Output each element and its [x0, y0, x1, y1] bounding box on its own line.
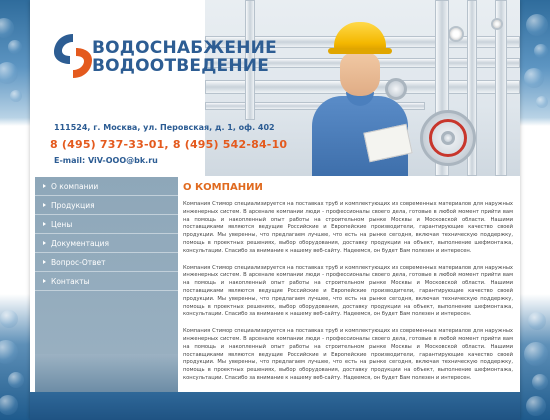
- arrow-right-icon: [43, 203, 46, 207]
- sidebar-item-products[interactable]: [35, 196, 178, 215]
- arrow-right-icon: [43, 279, 46, 283]
- sidebar-menu: [35, 177, 178, 392]
- page-title: О КОМПАНИИ: [183, 182, 263, 193]
- sidebar-item-label: Контакты: [51, 276, 90, 286]
- email-text: E-mail: ViV-OOO@bk.ru: [54, 156, 158, 165]
- sidebar-item-label: Вопрос-Ответ: [51, 257, 106, 267]
- content-paragraph: Компания Стимор специализируется на поставках труб и комплектующих из современных материалов для наружных инженерных систем. В арсенале компании люди - профессионалы своего дела, готовые в любой момент прийти вам на помощь и накопленный опыт работы на строительном рынке Москвы и Московской области. Нашими поставщиками являются ведущие Российские и Европейские производители, гарантирующие качество своей продукции. Мы уверенны, что предлагаем лучшее, что есть на рынке сегодня, включая техническую поддержку, помощь в проектных решениях, выбор оборудования, доставку продукции на объект, выполнение шефмонтажа, консультации. Спасибо за внимание к нашему веб-сайту. Надеемся, он будет Вам полезен и интересен.: [183, 328, 513, 381]
- sidebar-item-label: Документация: [51, 238, 110, 248]
- arrow-right-icon: [43, 222, 46, 226]
- engineer-photo: [310, 20, 410, 176]
- arrow-right-icon: [43, 241, 46, 245]
- sidebar-item-documentation[interactable]: [35, 234, 178, 253]
- phone-numbers: 8 (495) 737-33-01, 8 (495) 542-84-10: [50, 138, 288, 151]
- address-text: 111524, г. Москва, ул. Перовская, д. 1, оф. 402: [54, 123, 275, 132]
- sidebar-item-label: Цены: [51, 219, 73, 229]
- header: [30, 0, 520, 176]
- sidebar-item-label: Продукция: [51, 200, 95, 210]
- sidebar-item-faq[interactable]: [35, 253, 178, 272]
- main-content: [183, 182, 513, 392]
- logo-subtitle: ВОДООТВЕДЕНИЕ: [92, 56, 270, 76]
- company-logo-icon: [50, 30, 96, 82]
- left-bubble-decoration: [0, 0, 28, 420]
- sidebar-item-contacts[interactable]: [35, 272, 178, 291]
- sidebar-item-label: О компании: [51, 181, 99, 191]
- sidebar-item-prices[interactable]: [35, 215, 178, 234]
- arrow-right-icon: [43, 260, 46, 264]
- logo-title: ВОДОСНАБЖЕНИЕ: [92, 38, 277, 58]
- right-bubble-decoration: [522, 0, 550, 420]
- arrow-right-icon: [43, 184, 46, 188]
- content-paragraph: Компания Стимор специализируется на поставках труб и комплектующих из современных материалов для наружных инженерных систем. В арсенале компании люди - профессионалы своего дела, готовые в любой момент прийти вам на помощь и накопленный опыт работы на строительном рынке Москвы и Московской области. Нашими поставщиками являются ведущие Российские и Европейские производители, гарантирующие качество своей продукции. Мы уверенны, что предлагаем лучшее, что есть на рынке сегодня, включая техническую поддержку, помощь в проектных решениях, выбор оборудования, доставку продукции на объект, выполнение шефмонтажа, консультации. Спасибо за внимание к нашему веб-сайту. Надеемся, он будет Вам полезен и интересен.: [183, 264, 513, 318]
- sidebar-item-about[interactable]: [35, 177, 178, 196]
- page-container: [30, 0, 520, 420]
- content-paragraph: Компания Стимор специализируется на поставках труб и комплектующих из современных материалов для наружных инженерных систем. В арсенале компании люди - профессионалы своего дела, готовые в любой момент прийти вам на помощь и накопленный опыт работы на строительном рынке Москвы и Московской области. Нашими поставщиками являются ведущие Российские и Европейские производители, гарантирующие качество своей продукции. Мы уверенны, что предлагаем лучшее, что есть на рынке сегодня, включая техническую поддержку, помощь в проектных решениях, выбор оборудования, доставку продукции на объект, выполнение шефмонтажа, консультации. Спасибо за внимание к нашему веб-сайту. Надеемся, он будет Вам полезен и интересен.: [183, 201, 513, 254]
- sidebar-footer-decoration: [35, 354, 178, 392]
- footer-bar: [30, 392, 520, 420]
